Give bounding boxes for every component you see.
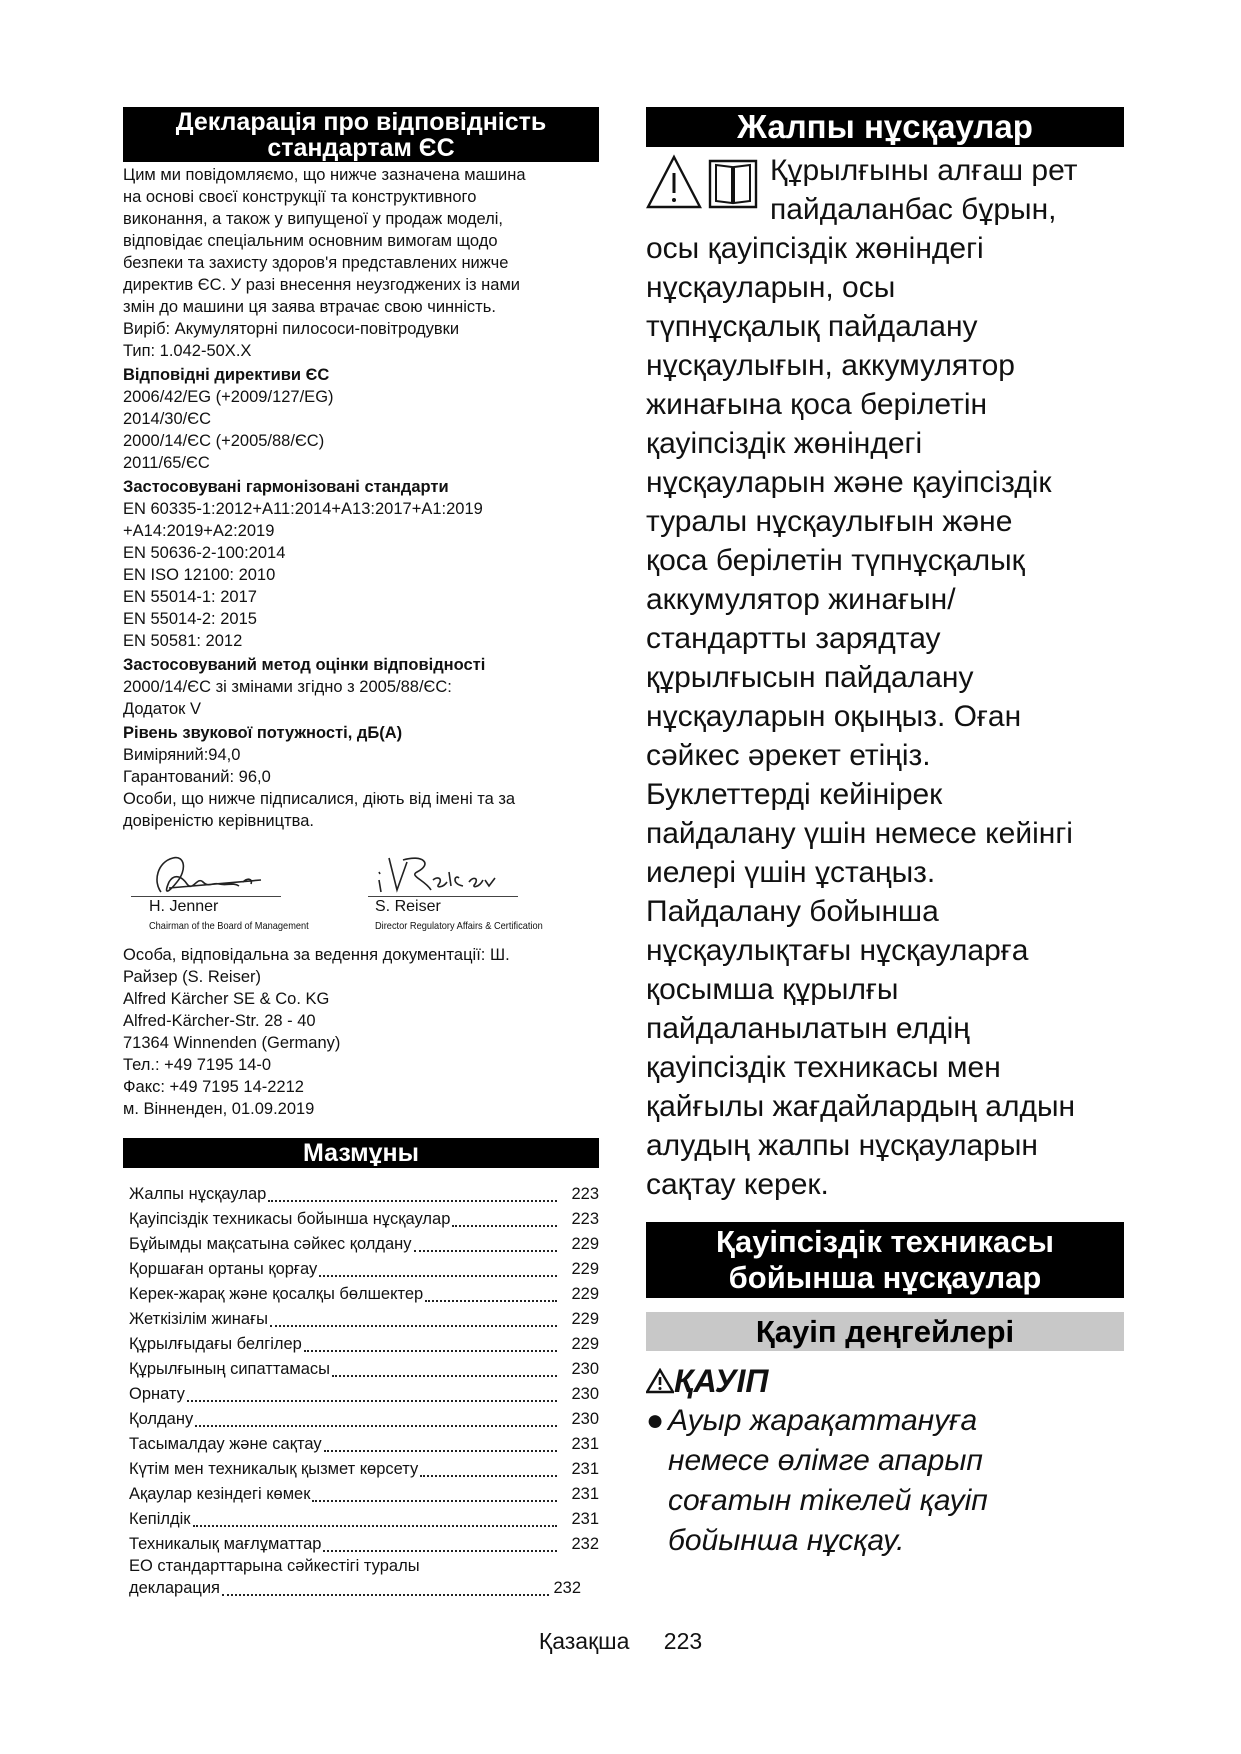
signatures xyxy=(123,838,599,944)
standard-item: EN 50581: 2012 xyxy=(123,632,243,650)
standard-item: EN 50636-2-100:2014 xyxy=(123,544,286,562)
general-line: сақтау керек. xyxy=(646,1168,829,1201)
signers-note: Особи, що нижче підписалися, діють від імені та за xyxy=(123,790,516,808)
page-number: 223 xyxy=(663,1628,703,1654)
signers-note: довіреністю керівництва. xyxy=(123,812,314,830)
general-line: қоса берілетін түпнұсқалық xyxy=(646,544,1025,577)
responsible-person: Особа, відповідальна за ведення документації: Ш. Райзер (S. Reiser) Alfred Kärcher SE & Co. KG Alfred-Kärcher-Str. 28 - 40 71364 Winnenden (Germany) Тел.: +49 7195 14-0 Факс: +49 7195 14-2212 м. Вінненден, 01.09.2019 xyxy=(123,946,510,1118)
danger-description: ● Ауыр жарақаттануға немесе өлімге апарып соғатын тікелей қауіп бойынша нұсқау. xyxy=(646,1401,1124,1561)
toc-item[interactable]: Құрылғының сипаттамасы 230 xyxy=(129,1360,599,1378)
signature-line xyxy=(368,896,518,897)
general-line: қауіпсіздік техникасы мен xyxy=(646,1051,1001,1084)
general-line: қосымша құрылғы xyxy=(646,973,899,1006)
signature-line xyxy=(131,896,281,897)
general-line: осы қауіпсіздік жөніндегі xyxy=(646,232,984,265)
general-line: нұсқауларын және қауіпсіздік xyxy=(646,466,1052,499)
general-line: Пайдалану бойынша xyxy=(646,895,939,928)
footer-language: Қазақша xyxy=(538,1628,630,1654)
general-line: нұсқаулығын, аккумулятор xyxy=(646,349,1015,382)
general-line: қайғылы жағдайлардың алдын xyxy=(646,1090,1076,1123)
signer-title: Director Regulatory Affairs & Certification xyxy=(375,920,543,932)
general-line: пайдалану үшін немесе кейінгі xyxy=(646,817,1073,850)
table-of-contents xyxy=(123,1182,599,1601)
signer-name: H. Jenner xyxy=(149,898,219,915)
danger-heading xyxy=(646,1361,1124,1401)
declaration-title: Декларація про відповідність стандартам ЄС xyxy=(123,107,599,162)
general-line: түпнұсқалық пайдалану xyxy=(646,310,978,343)
method-line: Додаток V xyxy=(123,700,201,718)
general-line: Буклеттерді кейінірек xyxy=(646,778,943,811)
general-text xyxy=(646,229,1124,1204)
toc-item[interactable]: Қоршаған ортаны қорғау 229 xyxy=(129,1260,599,1278)
general-line: иелері үшін ұстаңыз. xyxy=(646,856,936,889)
toc-item[interactable]: Кепілдік 231 xyxy=(129,1510,599,1528)
type-line: Тип: 1.042-50X.X xyxy=(123,342,252,360)
toc-item[interactable]: Жеткізілім жинағы 229 xyxy=(129,1310,599,1328)
toc-item[interactable]: Керек-жарақ және қосалқы бөлшектер 229 xyxy=(129,1285,599,1303)
general-line: аккумулятор жинағын/ xyxy=(646,583,956,616)
declaration-intro: Цим ми повідомляємо, що нижче зазначена машина на основі своєї конструкції та конструктивного виконання, а також у випущеної у продаж моделі, відповідає спеціальним основним вимогам щодо безпеки та захисту здоров'я представлених нижче директив ЄС. У разі внесення неузгоджених із нами змін до машини ця заява втрачає свою чинність. xyxy=(123,166,526,316)
standard-item: EN 55014-1: 2017 xyxy=(123,588,257,606)
general-line: туралы нұсқаулығын және xyxy=(646,505,1013,538)
general-line: құрылғысын пайдалану xyxy=(646,661,974,694)
toc-title: Мазмұны xyxy=(123,1138,599,1168)
toc-item[interactable]: Қолдану 230 xyxy=(129,1410,599,1428)
signer-title: Chairman of the Board of Management xyxy=(149,920,309,932)
signature-reiser-icon xyxy=(373,850,523,898)
right-column xyxy=(646,107,1124,1561)
warning-book-icon xyxy=(646,153,764,217)
standard-item: EN ISO 12100: 2010 xyxy=(123,566,276,584)
standards-heading: Застосовувані гармонізовані стандарти xyxy=(123,478,449,496)
warning-triangle-icon xyxy=(646,1368,674,1394)
general-line: алудың жалпы нұсқауларын xyxy=(646,1129,1038,1162)
signer-name: S. Reiser xyxy=(375,898,441,915)
safety-title: Қауіпсіздік техникасы бойынша нұсқаулар xyxy=(646,1222,1124,1298)
general-line: қауіпсіздік жөніндегі xyxy=(646,427,923,460)
toc-item[interactable]: Құрылғыдағы белгілер 229 xyxy=(129,1335,599,1353)
directive-item: 2006/42/EG (+2009/127/EG) xyxy=(123,388,334,406)
standard-item: EN 60335-1:2012+A11:2014+A13:2017+A1:2019 xyxy=(123,500,483,518)
general-line: нұсқауларын, осы xyxy=(646,271,896,304)
general-body: Құрылғыны алғаш рет пайдаланбас бұрын, осы қауіпсіздік жөніндегі нұсқауларын, осы түпнұсқалық пайдалану нұсқаулығын, аккумулятор жинағына қоса берілетін қауіпсіздік жөніндегі нұсқауларын және қауіпсіздік туралы нұсқаулығын және қоса берілетін түпнұсқалық аккумулятор жинағын/ стандартты зарядтау құрылғысын пайдалану нұсқауларын оқыңыз. Оған сәйкес әрекет етіңіз. Буклеттерді кейінірек пайдалану үшін немесе кейінгі иелері үшін ұстаңыз. Пайдалану бойынша нұсқаулықтағы нұсқауларға қосымша құрылғы пайдаланылатын елдің қауіпсіздік техникасы мен қайғылы жағдайлардың алдын алудың жалпы нұсқауларын сақтау керек. xyxy=(646,151,1124,1204)
toc-item[interactable]: Бұйымды мақсатына сәйкес қолдану 229 xyxy=(129,1235,599,1253)
directive-item: 2014/30/ЄС xyxy=(123,410,212,428)
method-line: 2000/14/ЄС зі змінами згідно з 2005/88/ЄС: xyxy=(123,678,452,696)
general-line: стандартты зарядтау xyxy=(646,622,941,655)
toc-item[interactable]: Ақаулар кезіндегі көмек 231 xyxy=(129,1485,599,1503)
toc-item[interactable]: Күтім мен техникалық қызмет көрсету 231 xyxy=(129,1460,599,1478)
declaration-body xyxy=(123,164,599,832)
bullet-icon: ● xyxy=(646,1404,665,1437)
general-line: пайдаланылатын елдің xyxy=(646,1012,970,1045)
toc-item[interactable]: Тасымалдау және сақтау 231 xyxy=(129,1435,599,1453)
toc-item[interactable]: Орнату 230 xyxy=(129,1385,599,1403)
sound-line: Виміряний:94,0 xyxy=(123,746,241,764)
toc-item-last[interactable]: ЕО стандарттарына сәйкестігі туралы декларация 232 xyxy=(129,1557,581,1597)
standard-item: EN 55014-2: 2015 xyxy=(123,610,257,628)
general-title: Жалпы нұсқаулар xyxy=(646,107,1124,147)
general-line: нұсқауларын оқыңыз. Оған xyxy=(646,700,1022,733)
product-line: Виріб: Акумуляторні пилососи-повітродувки xyxy=(123,320,460,338)
toc-item[interactable]: Жалпы нұсқаулар 223 xyxy=(129,1185,599,1203)
sound-line: Гарантований: 96,0 xyxy=(123,768,271,786)
general-line: сәйкес әрекет етіңіз. xyxy=(646,739,931,772)
toc-item[interactable]: Техникалық мағлұматтар 232 xyxy=(129,1535,599,1553)
directives-heading: Відповідні директиви ЄС xyxy=(123,366,330,384)
danger-label: ҚАУІП xyxy=(674,1363,769,1399)
standard-item: +A14:2019+A2:2019 xyxy=(123,522,275,540)
page-footer xyxy=(0,1628,1241,1655)
signature-jenner-icon xyxy=(143,852,293,900)
method-heading: Застосовуваний метод оцінки відповідності xyxy=(123,656,486,674)
left-column xyxy=(123,107,599,1601)
toc-item[interactable]: Қауіпсіздік техникасы бойынша нұсқаулар 223 xyxy=(129,1210,599,1228)
directive-item: 2000/14/ЄС (+2005/88/ЄС) xyxy=(123,432,325,450)
directive-item: 2011/65/ЄС xyxy=(123,454,210,472)
general-line: жинағына қоса берілетін xyxy=(646,388,988,421)
general-line: нұсқаулықтағы нұсқауларға xyxy=(646,934,1029,967)
hazard-levels-title: Қауіп деңгейлері xyxy=(646,1312,1124,1351)
sound-heading: Рівень звукової потужності, дБ(А) xyxy=(123,724,403,742)
